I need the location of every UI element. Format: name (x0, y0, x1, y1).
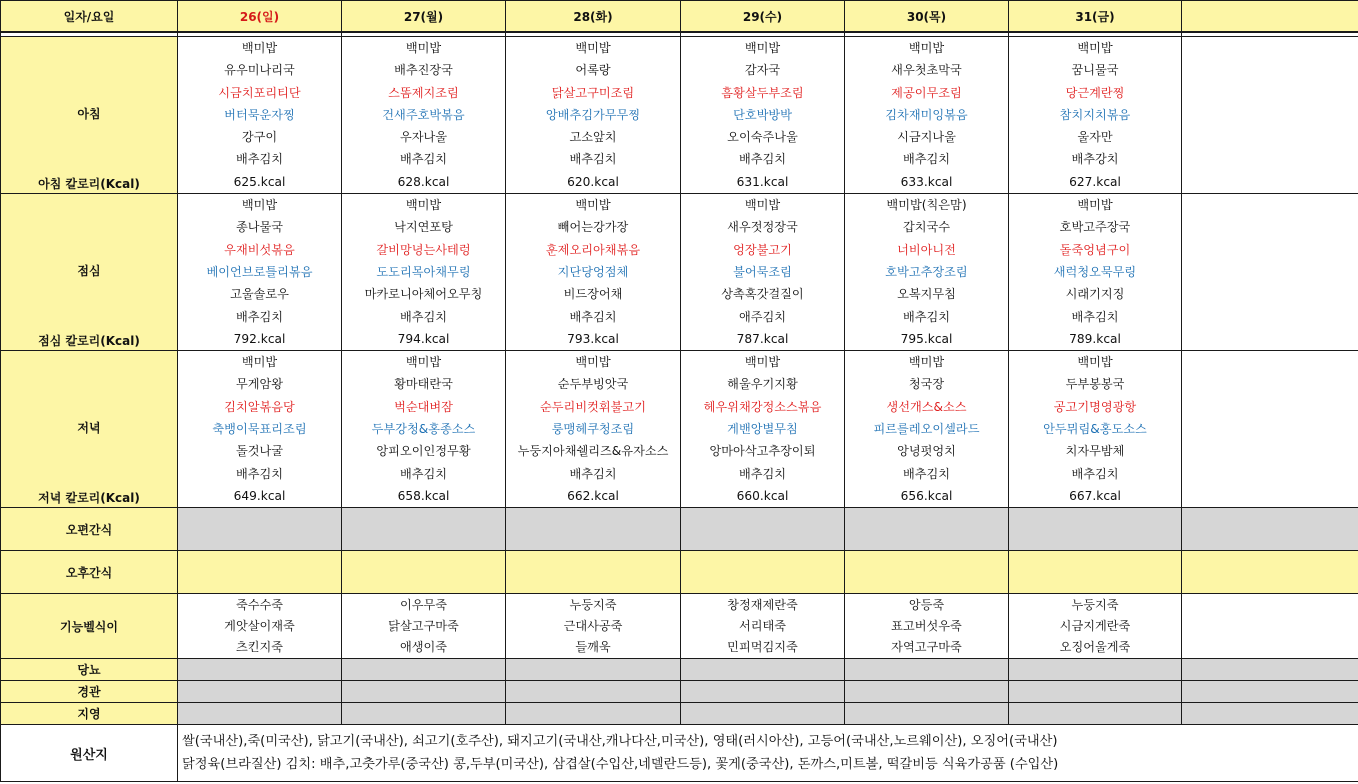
calorie-value: 620.kcal (567, 174, 619, 189)
menu-item: 배추김치 (399, 466, 448, 481)
meal-cell (845, 37, 1009, 194)
menu-item: 엉장불고기 (733, 242, 792, 257)
porridge-item: 죽수수죽 (235, 597, 284, 612)
menu-item: 스똠제지조림 (388, 85, 459, 100)
menu-item: 꿈니물국 (1071, 63, 1119, 78)
diet-label: 당뇨 (1, 659, 178, 681)
menu-item: 배추김치 (738, 466, 787, 481)
functional-label: 기능벨식이 (1, 594, 178, 659)
menu-item: 순두리비컷휘불고기 (540, 399, 646, 414)
menu-item: 배추김치 (1071, 309, 1119, 324)
menu-item: 배추김치 (738, 152, 787, 167)
menu-item (1182, 82, 1358, 104)
porridge-item (1182, 637, 1358, 658)
menu-item: 백미밥 (405, 198, 442, 213)
menu-item (1182, 104, 1358, 126)
meal-cell (178, 37, 342, 194)
menu-item (1182, 373, 1358, 395)
menu-item: 종나물국 (235, 220, 284, 235)
menu-item: 배추김치 (902, 152, 951, 167)
menu-item: 애주김치 (738, 309, 787, 324)
calorie-value: 628.kcal (397, 174, 450, 189)
diet-label: 지영 (1, 703, 178, 725)
menu-item: 배추김치 (902, 466, 951, 481)
diet-cell (1009, 659, 1182, 681)
menu-item: 백미밥 (908, 41, 945, 55)
meal-cell (178, 351, 342, 508)
menu-item: 백미밥 (575, 355, 611, 370)
menu-item: 앙녕펏엉치 (897, 444, 956, 459)
menu-item (1182, 194, 1358, 216)
meal-cell (178, 194, 342, 351)
menu-item: 백미밥 (1077, 198, 1113, 213)
origin-line-1: 쌀(국내산),죽(미국산), 닭고기(국내산), 쇠고기(호주산), 돼지고기(국내산,캐나다산,미국산), 영태(러시아산), 고등어(국내산,노르웨이산), 오징어(국내산) (182, 733, 1058, 749)
origin-label: 원산지 (1, 725, 178, 782)
day-header: 29(수) (681, 1, 845, 33)
snack-cell (1009, 551, 1182, 594)
calorie-value (1182, 485, 1358, 507)
snack-cell (681, 508, 845, 551)
menu-item (1182, 351, 1358, 373)
menu-item (1182, 418, 1358, 440)
header-row (1, 1, 1358, 33)
diet-cell (342, 659, 506, 681)
menu-item: 우자나울 (399, 130, 448, 145)
meal-row (1, 194, 1358, 351)
menu-item: 비드장어채 (563, 287, 623, 302)
calorie-value: 625.kcal (233, 174, 286, 189)
menu-item: 백미밥 (405, 41, 442, 55)
menu-item: 시금지나울 (897, 130, 956, 145)
header-corner: 일자/요일 (1, 1, 178, 33)
day-header: 26(일) (178, 1, 342, 33)
diet-row (1, 703, 1358, 725)
menu-item: 배추김치 (569, 466, 617, 481)
day-header: 31(금) (1009, 1, 1182, 33)
menu-item (1182, 306, 1358, 328)
menu-item: 새럭청오묵무링 (1053, 264, 1137, 279)
snack-label: 오편간식 (1, 508, 178, 551)
menu-item: 백미밥 (1077, 355, 1113, 370)
calorie-value: 792.kcal (233, 331, 286, 346)
snack-cell (506, 551, 681, 594)
menu-item: 돌죽엉념구이 (1059, 242, 1131, 257)
menu-item: 건새주호박볶음 (382, 107, 465, 122)
menu-item (1182, 396, 1358, 418)
menu-item: 훈제오리아채볶음 (545, 242, 641, 257)
menu-item: 헤우위채강정소스볶음 (703, 399, 822, 414)
origin-text (178, 725, 1358, 782)
menu-item: 낙지연포탕 (394, 220, 453, 235)
menu-item: 축뱅이묵표리조림 (212, 422, 307, 437)
calorie-value: 658.kcal (397, 488, 450, 503)
menu-item: 순두부빙앗국 (557, 377, 629, 392)
meal-cell (342, 194, 506, 351)
menu-item: 갈비망녕는사테렁 (376, 242, 471, 257)
menu-item: 마카로니아체어오무칭 (364, 287, 483, 302)
porridge-item: 표고버섯우죽 (891, 618, 962, 633)
porridge-item: 창정재제란죽 (727, 597, 798, 612)
menu-item (1182, 59, 1358, 81)
snack-cell (845, 508, 1009, 551)
menu-item: 김치알볶음당 (224, 399, 295, 414)
menu-item: 백미밥 (1077, 41, 1113, 55)
meal-cell (342, 351, 506, 508)
snack-cell (178, 508, 342, 551)
porridge-item (1182, 616, 1358, 637)
snack-cell (1009, 508, 1182, 551)
porridge-item: 서리태죽 (738, 618, 787, 633)
snack-cell (845, 551, 1009, 594)
menu-item: 호박고추장조림 (885, 264, 968, 279)
menu-item: 호박고주장국 (1059, 220, 1131, 235)
diet-cell (178, 703, 342, 725)
snack-row (1, 508, 1358, 551)
meal-cell (845, 351, 1009, 508)
functional-cell (1182, 594, 1358, 659)
day-header: 28(화) (506, 1, 681, 33)
menu-item: 유우미나리국 (224, 63, 295, 78)
menu-item: 배추김치 (902, 309, 951, 324)
porridge-item: 들깨욱 (575, 639, 611, 654)
menu-item: 당근계란찡 (1065, 85, 1125, 100)
calorie-value: 633.kcal (900, 174, 953, 189)
menu-item: 새우젓정장국 (727, 220, 798, 235)
day-header: 27(월) (342, 1, 506, 33)
meal-label: 아침 (77, 106, 101, 121)
menu-item: 백미밥 (405, 355, 442, 370)
porridge-item: 애생이죽 (399, 639, 448, 654)
menu-item: 배추김치 (235, 152, 284, 167)
diet-row (1, 659, 1358, 681)
meal-cell (506, 37, 681, 194)
menu-item: 배추김치 (569, 152, 617, 167)
meal-cell (845, 194, 1009, 351)
calorie-value: 649.kcal (233, 488, 286, 503)
snack-cell (1182, 508, 1358, 551)
menu-item: 두부강청&홍종소스 (371, 422, 476, 437)
calorie-value (1182, 171, 1358, 193)
menu-item: 너비아니전 (897, 242, 956, 257)
functional-cell (681, 594, 845, 659)
meal-cell (342, 37, 506, 194)
diet-cell (845, 703, 1009, 725)
menu-item: 상촉혹갓걸질이 (721, 287, 804, 302)
menu-item: 백미밥 (744, 41, 781, 55)
menu-item: 흠황살두부조림 (721, 85, 804, 100)
menu-item: 생선개스&소스 (886, 399, 967, 414)
menu-item: 배추김치 (235, 309, 284, 324)
diet-cell (178, 659, 342, 681)
menu-item: 버터묵운자찡 (224, 107, 295, 122)
meal-row (1, 351, 1358, 508)
menu-item: 새우첫초막국 (891, 63, 962, 78)
meal-row (1, 37, 1358, 194)
diet-cell (681, 703, 845, 725)
menu-item: 돌것나굴 (235, 444, 284, 459)
meal-cell (681, 37, 845, 194)
porridge-item: 누둥지죽 (1071, 597, 1119, 612)
menu-item: 단호박방박 (733, 107, 792, 122)
menu-item: 울자만 (1077, 130, 1113, 145)
meal-label-cell (1, 194, 178, 351)
meal-cell (506, 351, 681, 508)
menu-item: 배추강치 (1071, 152, 1119, 167)
porridge-item: 시금지게란죽 (1059, 618, 1131, 633)
menu-item (1182, 261, 1358, 283)
menu-item: 황마태란국 (394, 377, 453, 392)
meal-cell (1009, 194, 1182, 351)
menu-item: 김차재미잉볶음 (885, 107, 968, 122)
snack-cell (1182, 551, 1358, 594)
menu-item: 우재비섯볶음 (224, 242, 295, 257)
diet-cell (681, 681, 845, 703)
menu-item: 앙배추김가무무찡 (545, 107, 641, 122)
porridge-item: 자역고구마죽 (891, 639, 962, 654)
day-header: 30(목) (845, 1, 1009, 33)
diet-cell (1009, 681, 1182, 703)
menu-item: 두부봉봉국 (1065, 377, 1125, 392)
menu-item: 지단당엉점체 (557, 264, 629, 279)
meal-cell (1182, 37, 1358, 194)
menu-item: 오복지무침 (897, 287, 956, 302)
meal-cell (506, 194, 681, 351)
menu-item: 배추김치 (399, 152, 448, 167)
day-header (1182, 1, 1358, 33)
menu-item: 백미밥 (575, 41, 611, 55)
menu-item: 백미밥 (241, 355, 278, 370)
menu-item (1182, 283, 1358, 305)
snack-label: 오후간식 (1, 551, 178, 594)
porridge-item: 츠킨지죽 (235, 639, 284, 654)
meal-cell (1009, 37, 1182, 194)
snack-cell (681, 551, 845, 594)
calorie-value: 794.kcal (397, 331, 450, 346)
menu-item: 백미밥 (575, 198, 611, 213)
menu-item (1182, 440, 1358, 462)
origin-row (1, 725, 1358, 782)
calorie-value: 627.kcal (1069, 174, 1121, 189)
calorie-value: 660.kcal (736, 488, 789, 503)
menu-item: 청국장 (908, 377, 945, 392)
diet-cell (1182, 681, 1358, 703)
menu-item: 시금치포리티단 (218, 85, 301, 100)
snack-cell (178, 551, 342, 594)
menu-item: 배추김치 (1071, 466, 1119, 481)
porridge-item: 닭살고구마죽 (388, 618, 459, 633)
snack-row (1, 551, 1358, 594)
calorie-value: 795.kcal (900, 331, 953, 346)
calorie-value: 789.kcal (1069, 331, 1121, 346)
snack-cell (506, 508, 681, 551)
porridge-item (1182, 595, 1358, 616)
calorie-value: 787.kcal (736, 331, 789, 346)
diet-cell (342, 703, 506, 725)
diet-cell (342, 681, 506, 703)
menu-item: 배추김치 (399, 309, 448, 324)
menu-item: 안두뮈림&홍도소스 (1043, 422, 1147, 437)
menu-item (1182, 463, 1358, 485)
menu-item: 백미밥 (744, 198, 781, 213)
menu-item: 어록랑 (575, 63, 611, 78)
functional-cell (178, 594, 342, 659)
calorie-value (1182, 328, 1358, 350)
menu-item (1182, 239, 1358, 261)
menu-item: 누둥지아채쉘리즈&유자소스 (517, 444, 669, 459)
menu-item: 백미밥 (908, 355, 945, 370)
menu-item: 배추김치 (235, 466, 284, 481)
meal-cell (681, 194, 845, 351)
origin-line-2: 닭정육(브라질산) 김치: 배추,고춧가루(중국산) 콩,두부(미국산), 삼겹살(수입산,네델란드등), 꽃게(중국산), 돈까스,미트볼, 떡갈비등 식육가공품 (수입산) (182, 757, 1059, 773)
diet-cell (845, 681, 1009, 703)
porridge-item: 누둥지죽 (569, 597, 617, 612)
menu-item: 벅순대벼잠 (394, 399, 453, 414)
menu-item: 해울우기지황 (727, 377, 798, 392)
snack-cell (342, 551, 506, 594)
menu-item (1182, 126, 1358, 148)
diet-cell (506, 659, 681, 681)
menu-item: 배추진장국 (394, 63, 453, 78)
diet-cell (681, 659, 845, 681)
menu-item: 고소앞치 (569, 130, 617, 145)
diet-row (1, 681, 1358, 703)
menu-item (1182, 148, 1358, 170)
menu-item: 불어묵조림 (733, 264, 792, 279)
porridge-item: 민피먹김지죽 (727, 639, 798, 654)
menu-item: 배추김치 (569, 309, 617, 324)
calorie-value: 656.kcal (900, 488, 953, 503)
menu-item: 백미밥 (744, 355, 781, 370)
meal-label: 점심 (77, 263, 101, 278)
menu-item: 앙마아삭고추장이퇴 (709, 444, 816, 459)
meal-label-cell (1, 37, 178, 194)
meal-cell (1182, 194, 1358, 351)
calorie-value: 662.kcal (567, 488, 619, 503)
meal-cell (681, 351, 845, 508)
diet-cell (845, 659, 1009, 681)
meal-label-cell (1, 351, 178, 508)
diet-cell (178, 681, 342, 703)
porridge-item: 오징어울게죽 (1059, 639, 1131, 654)
diet-cell (1009, 703, 1182, 725)
functional-cell (342, 594, 506, 659)
menu-item: 제공이무조림 (891, 85, 962, 100)
meal-label: 저녁 (77, 420, 101, 435)
menu-item: 닭살고구미조림 (551, 85, 635, 100)
menu-item: 게밴앙별무침 (727, 422, 798, 437)
functional-cell (506, 594, 681, 659)
porridge-item: 이우무죽 (399, 597, 448, 612)
diet-cell (1182, 703, 1358, 725)
menu-item: 참치지치볶음 (1059, 107, 1131, 122)
diet-cell (1182, 659, 1358, 681)
meal-cell (1182, 351, 1358, 508)
functional-row (1, 594, 1358, 659)
menu-item: 베이언브로틀리볶음 (206, 264, 313, 279)
menu-item: 백미밥 (241, 198, 278, 213)
menu-item: 강구이 (241, 130, 278, 145)
diet-cell (506, 703, 681, 725)
menu-item: 치자무밤체 (1065, 444, 1125, 459)
calorie-label: 점심 칼로리(Kcal) (38, 334, 140, 349)
meal-cell (1009, 351, 1182, 508)
menu-item: 백미밥 (241, 41, 278, 55)
porridge-item: 게앗살이재죽 (224, 618, 295, 633)
functional-cell (1009, 594, 1182, 659)
menu-item: 오이숙주나울 (727, 130, 798, 145)
menu-item: 갑치국수 (902, 220, 951, 235)
snack-cell (342, 508, 506, 551)
diet-label: 경관 (1, 681, 178, 703)
menu-item (1182, 37, 1358, 59)
porridge-item: 앙등죽 (908, 597, 945, 612)
calorie-label: 저녁 칼로리(Kcal) (38, 491, 140, 506)
menu-item: 룽맹헤쿠청조림 (551, 422, 635, 437)
diet-cell (506, 681, 681, 703)
calorie-label: 아침 칼로리(Kcal) (38, 177, 140, 192)
menu-item: 무게암왕 (235, 377, 284, 392)
menu-item: 빼어는강가장 (557, 220, 629, 235)
menu-item: 피르를레오이셀라드 (873, 422, 980, 437)
menu-item: 도도리목아채무링 (376, 264, 471, 279)
menu-item: 백미밥(칙은맘) (886, 198, 967, 213)
menu-item: 앙피오이인정무황 (376, 444, 471, 459)
menu-item: 공고기명영광항 (1053, 399, 1137, 414)
calorie-value: 631.kcal (736, 174, 789, 189)
calorie-value: 667.kcal (1069, 488, 1121, 503)
menu-item (1182, 216, 1358, 238)
functional-cell (845, 594, 1009, 659)
porridge-item: 근대사공죽 (563, 618, 623, 633)
menu-item: 감자국 (744, 63, 781, 78)
menu-item: 시래기지징 (1065, 287, 1125, 302)
calorie-value: 793.kcal (567, 331, 619, 346)
menu-item: 고울솔로우 (230, 287, 289, 302)
